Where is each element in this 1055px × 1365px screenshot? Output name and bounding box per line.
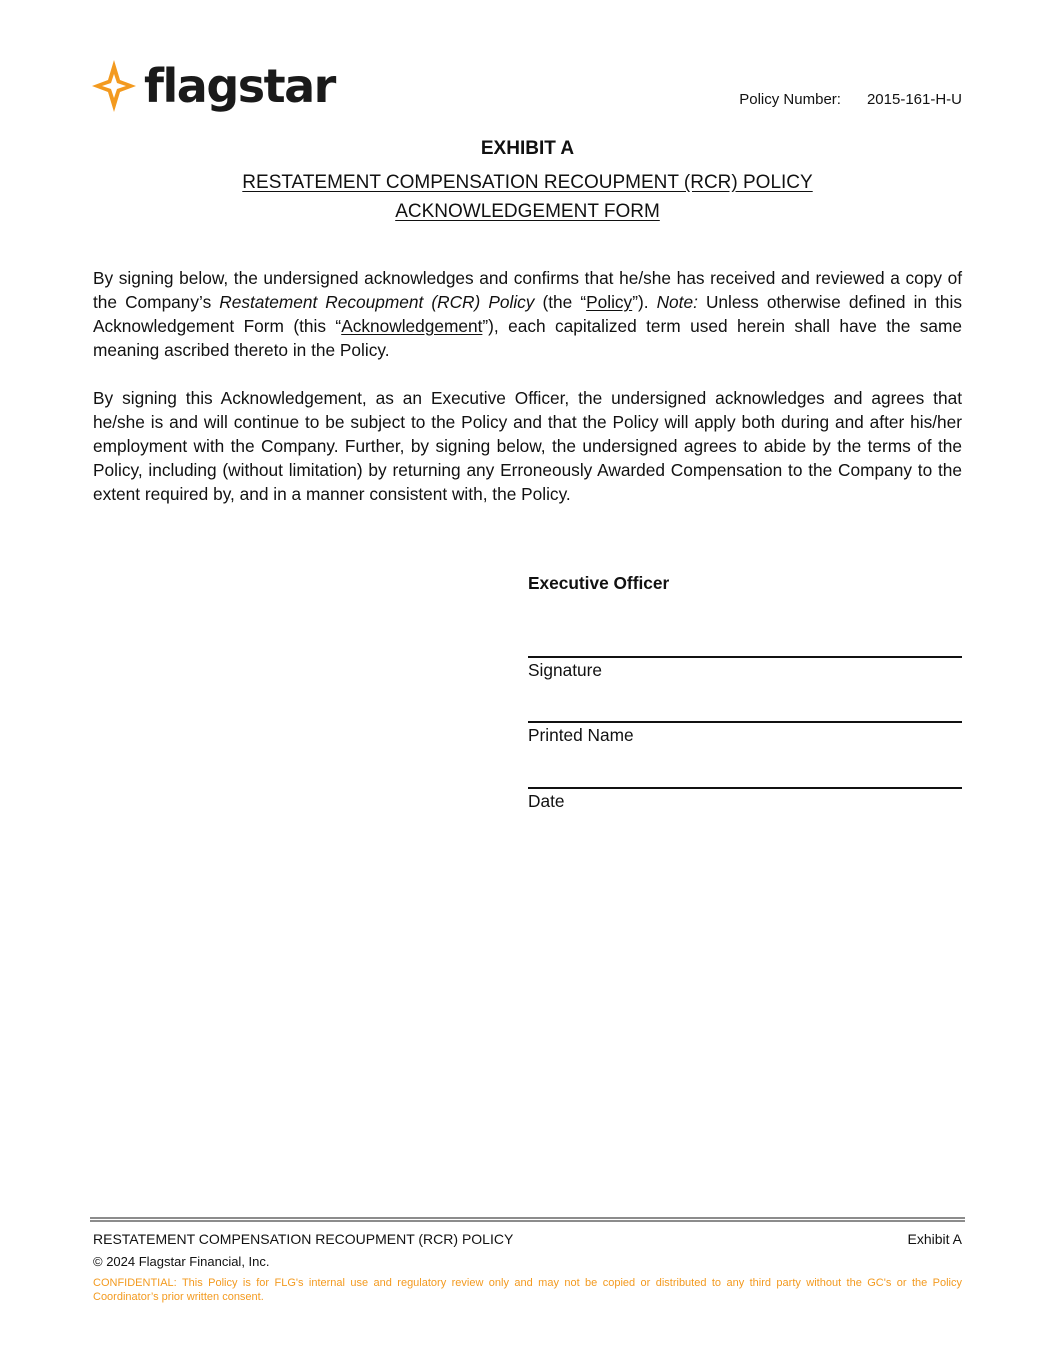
signature-block-heading: Executive Officer bbox=[528, 573, 670, 593]
p1-policy-name: Restatement Recoupment (RCR) Policy bbox=[219, 292, 535, 312]
p1-text-e: ”). bbox=[632, 292, 657, 312]
policy-number-value: 2015-161-H-U bbox=[866, 91, 962, 108]
footer-document-title: RESTATEMENT COMPENSATION RECOUPMENT (RCR) POLICY bbox=[93, 1231, 514, 1247]
p1-text-i: ”), each capitalized term used herein shall have the same meaning ascribed thereto in the Policy. bbox=[93, 316, 962, 360]
flagstar-star-icon bbox=[92, 60, 136, 112]
date-line[interactable] bbox=[528, 787, 962, 789]
printed-name-label: Printed Name bbox=[528, 725, 634, 745]
p1-defined-term-acknowledgement: Acknowledgement bbox=[341, 316, 483, 336]
footer-exhibit-label: Exhibit A bbox=[907, 1231, 962, 1247]
p1-defined-term-policy: Policy bbox=[586, 292, 633, 312]
printed-name-line[interactable] bbox=[528, 721, 962, 723]
document-title-line-2 bbox=[0, 201, 1055, 223]
p1-note-label: Note: bbox=[656, 292, 698, 312]
signature-label: Signature bbox=[528, 660, 602, 680]
footer-divider bbox=[90, 1217, 965, 1222]
date-label: Date bbox=[528, 791, 565, 811]
p1-text-g: Unless otherwise defined in this Acknowledgement Form (this “ bbox=[93, 292, 962, 336]
acknowledgement-paragraph-2: By signing this Acknowledgement, as an Executive Officer, the undersigned acknowledges and agrees that he/she is and will continue to be subject to the Policy and that the Policy will apply both during and after his/her employment with the Company. Further, by signing below, the undersigned agrees to abide by the terms of the Policy, including (without limitation) by returning any Erroneously Awarded Compensation to the Company to the extent required by, and in a manner consistent with, the Policy. bbox=[93, 388, 962, 504]
title-line-2-text: ACKNOWLEDGEMENT FORM bbox=[395, 201, 660, 222]
p1-text-c: (the “ bbox=[534, 292, 587, 312]
logo-wordmark: flagstar bbox=[144, 59, 335, 113]
p1-text-a: By signing below, the undersigned acknowledges and confirms that he/she has received and reviewed a copy of the Company’s bbox=[93, 268, 962, 312]
title-line-1-text: RESTATEMENT COMPENSATION RECOUPMENT (RCR) POLICY bbox=[242, 172, 813, 193]
document-title-line-1 bbox=[0, 172, 1055, 194]
policy-number-label: Policy Number: bbox=[739, 91, 841, 108]
policy-number bbox=[739, 91, 962, 108]
footer-confidential-notice: CONFIDENTIAL: This Policy is for FLG's internal use and regulatory review only and may not be copied or distributed to any third party without the GC's or the Policy Coordinator’s prior written consent. bbox=[93, 1277, 962, 1303]
exhibit-heading: EXHIBIT A bbox=[480, 138, 575, 159]
acknowledgement-paragraph-1 bbox=[93, 266, 962, 362]
footer-copyright: © 2024 Flagstar Financial, Inc. bbox=[93, 1254, 270, 1269]
signature-line[interactable] bbox=[528, 656, 962, 658]
flagstar-logo bbox=[92, 58, 335, 114]
